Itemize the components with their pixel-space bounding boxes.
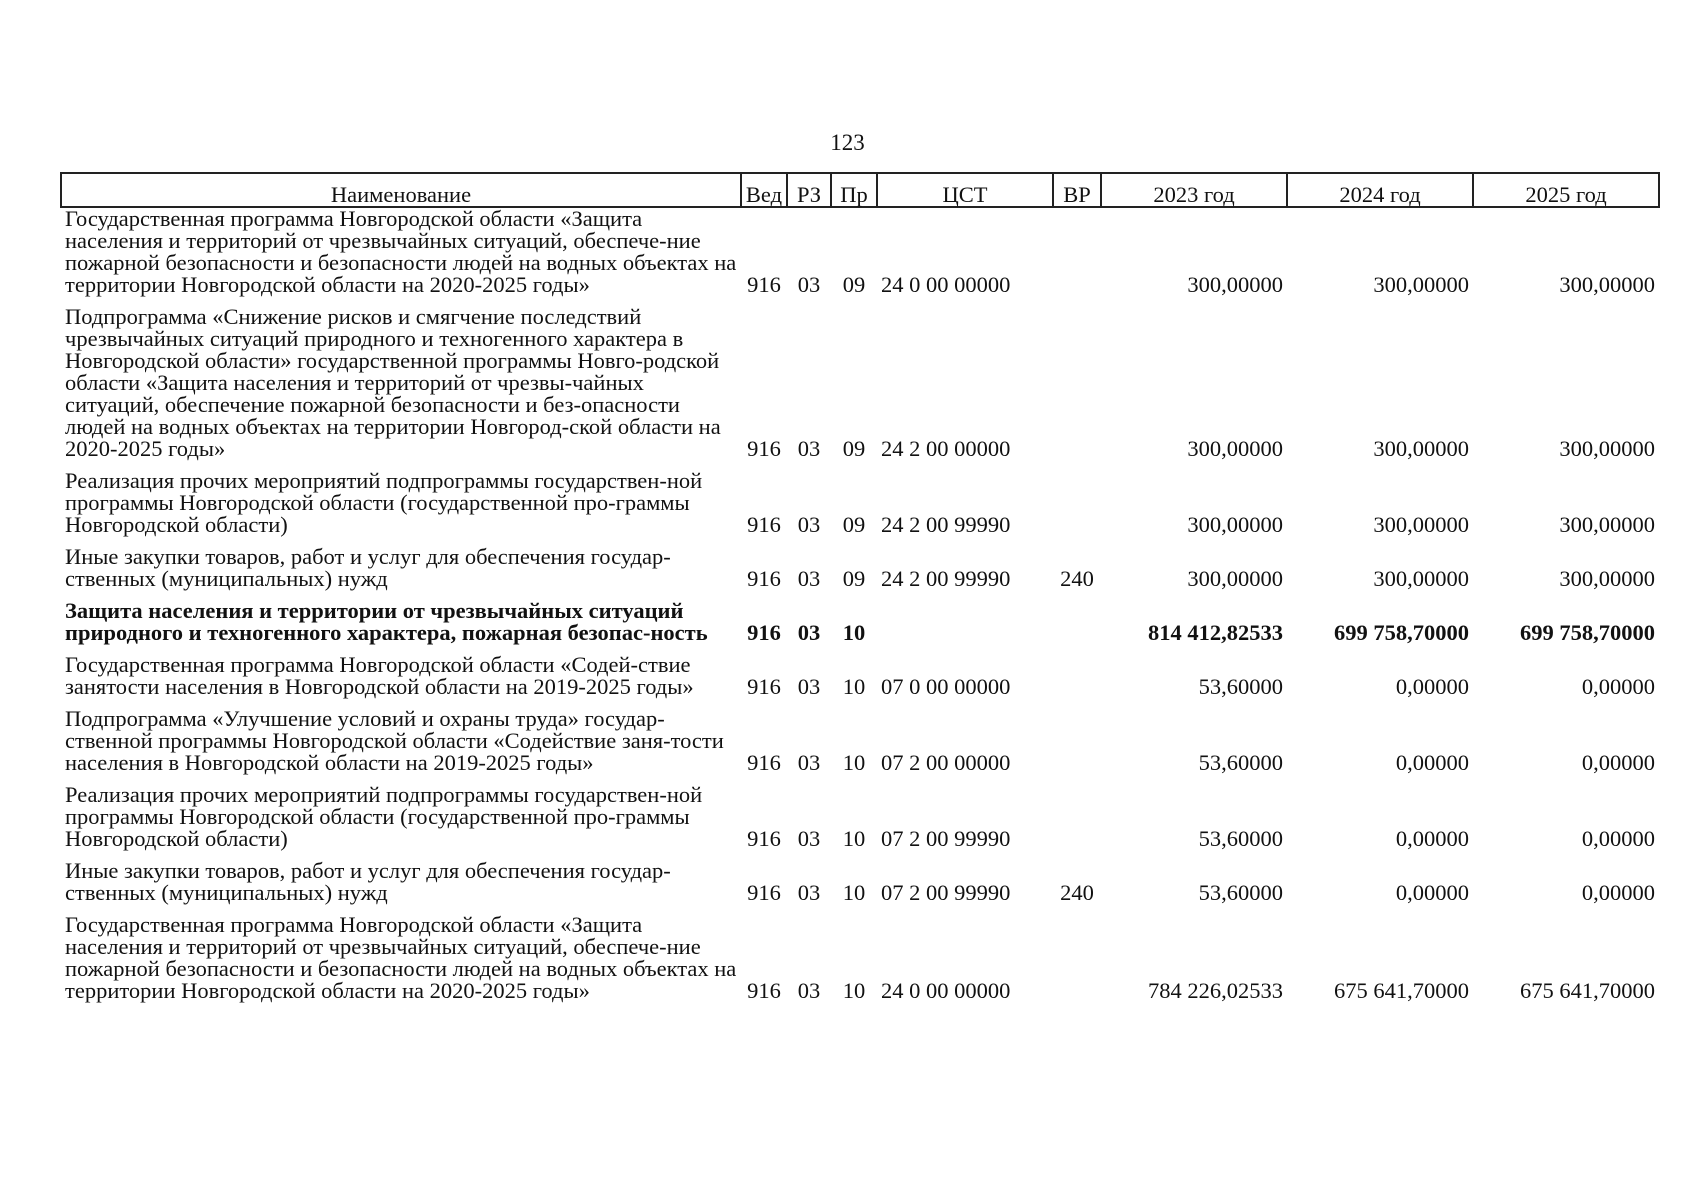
- row-ved: 916: [747, 674, 781, 699]
- row-amount-2023: 53,60000: [1198, 750, 1283, 775]
- column-header-cst: ЦСТ: [877, 173, 1053, 207]
- row-pr: 09: [842, 566, 866, 591]
- row-ved: 916: [747, 826, 781, 851]
- row-rz: 03: [797, 674, 821, 699]
- column-header-rz: РЗ: [787, 173, 831, 207]
- row-amount-2025: 300,00000: [1559, 512, 1655, 537]
- row-ved: 916: [747, 750, 781, 775]
- row-vr: [1053, 648, 1101, 702]
- table-row: [61, 464, 1659, 540]
- row-amount-2024: 300,00000: [1373, 512, 1469, 537]
- row-amount-2025: 0,00000: [1581, 750, 1655, 775]
- row-amount-2025: 0,00000: [1581, 674, 1655, 699]
- row-ved: 916: [747, 512, 781, 537]
- row-rz: 03: [797, 750, 821, 775]
- row-amount-2025: 0,00000: [1581, 880, 1655, 905]
- row-rz: 03: [797, 272, 821, 297]
- row-rz: 03: [797, 566, 821, 591]
- table-row: [61, 207, 1659, 300]
- row-pr: 10: [842, 674, 866, 699]
- column-header-2024: 2024 год: [1287, 173, 1473, 207]
- row-pr: 10: [842, 750, 866, 775]
- table-row: [61, 854, 1659, 908]
- row-vr: [1053, 594, 1101, 648]
- row-name: Подпрограмма «Снижение рисков и смягчение последствий чрезвычайных ситуаций природного и техногенного характера в Новгородской области» государственной программы Новго-родской области «Защита населения и территорий от чрезвы-чайных ситуаций, обеспечение пожарной безопасности и без-опасности людей на водных объектах на территории Новгород-ской области на 2020-2025 годы»: [65, 304, 721, 461]
- column-header-2025: 2025 год: [1473, 173, 1659, 207]
- row-cst: 07 2 00 99990: [881, 826, 1011, 851]
- row-ved: 916: [747, 620, 781, 645]
- table-body: [61, 207, 1659, 1006]
- row-ved: 916: [747, 566, 781, 591]
- row-name: Государственная программа Новгородской области «Защита населения и территорий от чрезвычайных ситуаций, обеспече-ние пожарной безопасности и безопасности людей на водных объектах на территории Новгородской области на 2020-2025 годы»: [65, 912, 737, 1003]
- page-number: 123: [830, 130, 865, 155]
- row-vr: [1053, 464, 1101, 540]
- row-pr: 10: [842, 978, 866, 1003]
- row-rz: 03: [797, 512, 821, 537]
- row-amount-2023: 814 412,82533: [1148, 620, 1283, 645]
- row-pr: 10: [842, 620, 866, 645]
- table-row: [61, 908, 1659, 1006]
- row-amount-2025: 0,00000: [1581, 826, 1655, 851]
- row-pr: 09: [842, 512, 866, 537]
- row-amount-2024: 0,00000: [1395, 750, 1469, 775]
- row-pr: 09: [842, 436, 866, 461]
- row-name: Реализация прочих мероприятий подпрограммы государствен-ной программы Новгородской области (государственной про-граммы Новгородской области): [65, 468, 703, 537]
- row-name: Иные закупки товаров, работ и услуг для обеспечения государ-ственных (муниципальных) нужд: [65, 544, 671, 591]
- row-amount-2024: 300,00000: [1373, 566, 1469, 591]
- row-amount-2024: 699 758,70000: [1334, 620, 1469, 645]
- row-vr: [1053, 207, 1101, 300]
- row-cst: 07 0 00 00000: [881, 674, 1011, 699]
- table-row: [61, 300, 1659, 464]
- row-rz: 03: [797, 826, 821, 851]
- row-amount-2025: 300,00000: [1559, 566, 1655, 591]
- table-row: [61, 778, 1659, 854]
- row-rz: 03: [797, 620, 821, 645]
- row-cst: 24 2 00 99990: [881, 566, 1011, 591]
- row-pr: 10: [842, 826, 866, 851]
- row-amount-2024: 0,00000: [1395, 674, 1469, 699]
- row-amount-2023: 300,00000: [1187, 566, 1283, 591]
- column-header-pr: Пр: [831, 173, 877, 207]
- row-cst: 07 2 00 00000: [881, 750, 1011, 775]
- row-cst: [877, 594, 1053, 648]
- row-rz: 03: [797, 978, 821, 1003]
- row-amount-2024: 0,00000: [1395, 880, 1469, 905]
- row-pr: 09: [842, 272, 866, 297]
- row-amount-2023: 53,60000: [1198, 674, 1283, 699]
- row-ved: 916: [747, 880, 781, 905]
- row-amount-2025: 699 758,70000: [1520, 620, 1655, 645]
- row-amount-2024: 300,00000: [1373, 436, 1469, 461]
- row-vr: 240: [1060, 566, 1094, 591]
- row-rz: 03: [797, 880, 821, 905]
- budget-table: [60, 172, 1660, 1006]
- row-name: Государственная программа Новгородской области «Содей-ствие занятости населения в Новгородской области на 2019-2025 годы»: [65, 652, 694, 699]
- row-amount-2025: 300,00000: [1559, 272, 1655, 297]
- row-amount-2025: 300,00000: [1559, 436, 1655, 461]
- row-amount-2023: 53,60000: [1198, 826, 1283, 851]
- row-cst: 24 0 00 00000: [881, 272, 1011, 297]
- table-row: [61, 540, 1659, 594]
- row-cst: 24 2 00 00000: [881, 436, 1011, 461]
- row-amount-2023: 53,60000: [1198, 880, 1283, 905]
- header-row: [61, 173, 1659, 207]
- row-name: Иные закупки товаров, работ и услуг для обеспечения государ-ственных (муниципальных) нужд: [65, 858, 671, 905]
- row-amount-2024: 675 641,70000: [1334, 978, 1469, 1003]
- row-name: Государственная программа Новгородской области «Защита населения и территорий от чрезвычайных ситуаций, обеспече-ние пожарной безопасности и безопасности людей на водных объектах на территории Новгородской области на 2020-2025 годы»: [65, 206, 737, 297]
- row-ved: 916: [747, 436, 781, 461]
- row-vr: [1053, 778, 1101, 854]
- row-cst: 24 2 00 99990: [881, 512, 1011, 537]
- row-amount-2024: 300,00000: [1373, 272, 1469, 297]
- row-amount-2025: 675 641,70000: [1520, 978, 1655, 1003]
- row-vr: [1053, 702, 1101, 778]
- row-amount-2023: 784 226,02533: [1148, 978, 1283, 1003]
- row-ved: 916: [747, 272, 781, 297]
- row-name: Защита населения и территории от чрезвычайных ситуаций природного и техногенного характера, пожарная безопас-ность: [65, 598, 708, 645]
- column-header-name: Наименование: [61, 173, 741, 207]
- row-vr: [1053, 300, 1101, 464]
- row-cst: 24 0 00 00000: [881, 978, 1011, 1003]
- row-vr: 240: [1060, 880, 1094, 905]
- table-row: [61, 648, 1659, 702]
- column-header-ved: Вед: [741, 173, 787, 207]
- table-row: [61, 702, 1659, 778]
- row-rz: 03: [797, 436, 821, 461]
- row-amount-2023: 300,00000: [1187, 436, 1283, 461]
- row-cst: 07 2 00 99990: [881, 880, 1011, 905]
- row-amount-2023: 300,00000: [1187, 512, 1283, 537]
- table-row: [61, 594, 1659, 648]
- row-name: Подпрограмма «Улучшение условий и охраны труда» государ-ственной программы Новгородской области «Содействие заня-тости населения в Новгородской области на 2019-2025 годы»: [65, 706, 724, 775]
- row-vr: [1053, 908, 1101, 1006]
- column-header-vr: ВР: [1053, 173, 1101, 207]
- row-pr: 10: [842, 880, 866, 905]
- row-amount-2024: 0,00000: [1395, 826, 1469, 851]
- column-header-2023: 2023 год: [1101, 173, 1287, 207]
- row-ved: 916: [747, 978, 781, 1003]
- row-name: Реализация прочих мероприятий подпрограммы государствен-ной программы Новгородской области (государственной про-граммы Новгородской области): [65, 782, 703, 851]
- row-amount-2023: 300,00000: [1187, 272, 1283, 297]
